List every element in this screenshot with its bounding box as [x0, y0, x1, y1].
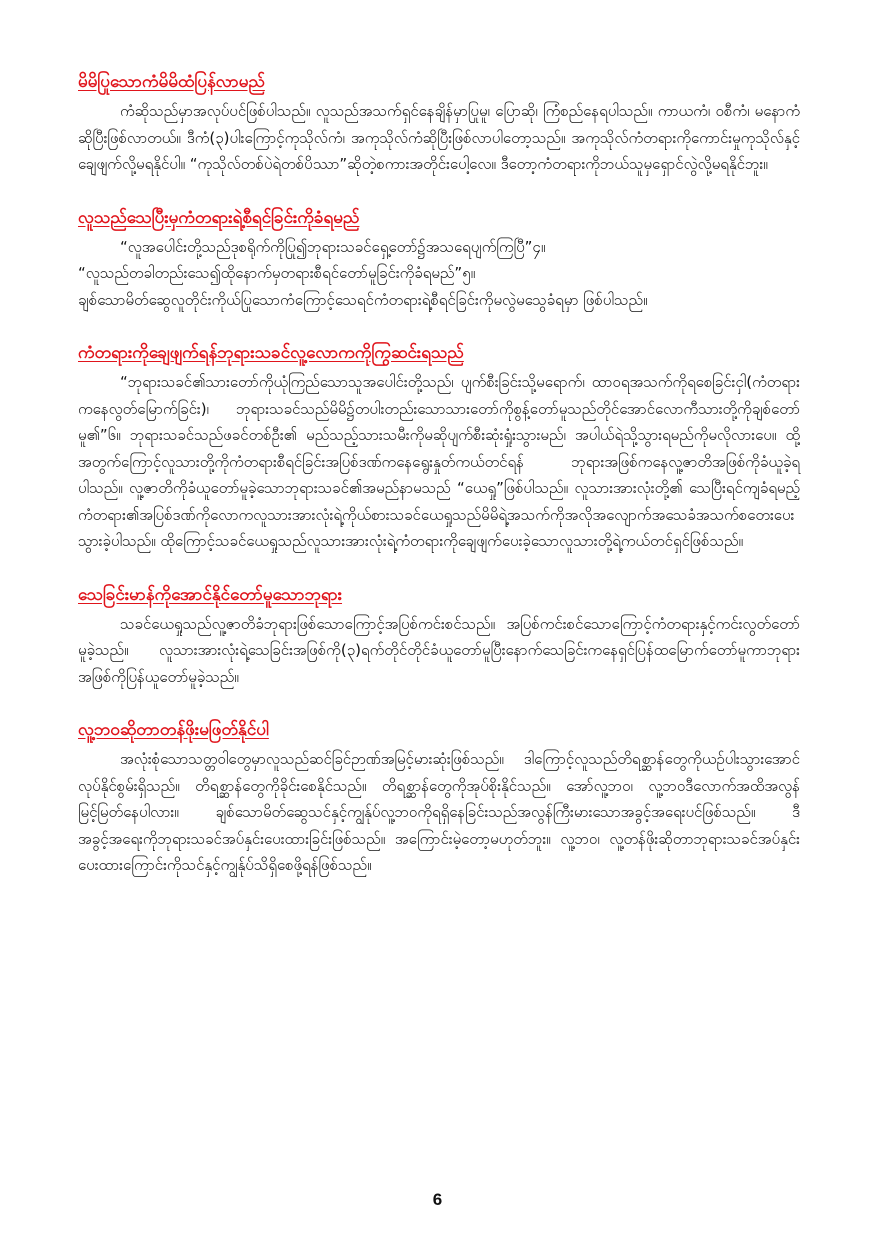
section-judgment-after-death	[78, 204, 800, 314]
paragraph: “ဘုရားသခင်၏သားတော်ကိုယုံကြည်သောသူအပေါင်းတို့သည်၊ ပျက်စီးခြင်းသို့မရောက်၊ ထာဝရအသက်ကိုရစေခြင်းငှါ(ကံတရားကနေလွတ်မြောက်ခြင်း)၊ ဘုရားသခင်သည်မိမိ၌တပါးတည်းသောသားတော်ကိုစွန့်တော်မူသည်တိုင်အောင်လောကီသားတို့ကိုချစ်တော်မူ၏”၆။ ဘုရားသခင်သည်ဖခင်တစ်ဦး၏ မည်သည့်သားသမီးကိုမဆိုပျက်စီးဆုံးရှုံးသွားမည်၊ အပါယ်ရဲသို့သွားရမည်ကိုမလိုလားပေ။ ထို့အတွက်ကြောင့်လူသားတို့ကိုကံတရားစီရင်ခြင်းအပြစ်ဒဏ်ကနေရွေးနှုတ်ကယ်တင်ရန် ဘုရားအဖြစ်ကနေလူ့ဇာတိအဖြစ်ကိုခံယူခဲ့ရပါသည်။ လူ့ဇာတိကိုခံယူတော်မူခဲ့သောဘုရားသခင်၏အမည်နာမသည် “ယေရှု”ဖြစ်ပါသည်။ လူသားအားလုံးတို့၏ သေပြီးရင်ကျခံရမည့်ကံတရား၏အပြစ်ဒဏ်ကိုလောကလူသားအားလုံးရဲ့ကိုယ်စားသခင်ယေရှုသည်မိမိရဲ့အသက်ကိုအလိုအလျောက်အသေခံအသက်စတေးပေးသွားခဲ့ပါသည်။ ထိုကြောင့်သခင်ယေရှုသည်လူသားအားလုံးရဲ့ကံတရားကိုချေဖျက်ပေးခဲ့သောလူသားတို့ရဲ့ကယ်တင်ရှင်ဖြစ်သည်။	[78, 373, 800, 550]
section-karma-returns	[78, 68, 800, 178]
section-heading: ကံတရားကိုချေဖျက်ရန်ဘုရားသခင်လူ့လောကကိုကြွဆင်းရသည်	[78, 343, 464, 363]
paragraph: ကံဆိုသည်မှာအလုပ်ပင်ဖြစ်ပါသည်။ လူသည်အသက်ရှင်နေချိန်မှာပြုမူ၊ ပြောဆို၊ ကြံစည်နေရပါသည်။ ကာယကံ၊ ဝစီကံ၊ မနောကံဆိုပြီးဖြစ်လာတယ်။ ဒီကံ(၃)ပါးကြောင့်ကုသိုလ်ကံ၊ အကုသိုလ်ကံဆိုပြီးဖြစ်လာပါတော့သည်။ အကုသိုလ်ကံတရားကိုကောင်းမှုကုသိုလ်နှင့်ချေဖျက်လို့မရနိုင်ပါ။ “ကုသိုလ်တစ်ပဲရဲတစ်ပိဿာ”ဆိုတဲ့စကားအတိုင်းပေါ့လေ။ ဒီတော့ကံတရားကိုဘယ်သူမှရှောင်လွဲလို့မရနိုင်ဘူး။	[78, 102, 800, 173]
section-heading: သေခြင်းမာန်ကိုအောင်နိုင်တော်မူသောဘုရား	[78, 584, 343, 605]
quote-paragraph: “လူအပေါင်းတို့သည်ဒုစရိုက်ကိုပြု၍ဘုရားသခင်ရှေ့တော်၌အသရေပျက်ကြပြီ”၄။	[120, 237, 546, 256]
paragraph: အလုံးစုံသောသတ္တဝါတွေမှာလူသည်ဆင်ခြင်ဉာဏ်အမြင့်မားဆုံးဖြစ်သည်။ ဒါကြောင့်လူသည်တိရစ္ဆာန်တွေကိုယဉ်ပါးသွားအောင်လုပ်နိုင်စွမ်းရှိသည်။ တိရစ္ဆာန်တွေကိုခိုင်းစေနိုင်သည်။ တိရစ္ဆာန်တွေကိုအုပ်စိုးနိုင်သည်။ အော်လူ့ဘဝ၊ လူ့ဘဝဒီလောက်အထိအလွန်မြင့်မြတ်နေပါလား။ ချစ်သောမိတ်ဆွေသင်နှင့်ကျွန်ုပ်လူ့ဘဝကိုရရှိနေခြင်းသည်အလွန်ကြီးမားသောအခွင့်အရေးပင်ဖြစ်သည်။ ဒီအခွင့်အရေးကိုဘုရားသခင်အပ်နှင်းပေးထားခြင်းဖြစ်သည်။ အကြောင်းမဲ့တော့မဟုတ်ဘူး။ လူ့ဘဝ၊ လူ့တန်ဖိုးဆိုတာဘုရားသခင်အပ်နှင်းပေးထားကြောင်းကိုသင်နှင့်ကျွန်ုပ်သိရှိစေဖို့ရန်ဖြစ်သည်။	[78, 750, 800, 874]
section-value-of-life	[78, 716, 800, 879]
page-number: 6	[432, 1190, 443, 1209]
paragraph: သခင်ယေရှုသည်လူ့ဇာတိခံဘုရားဖြစ်သောကြောင့်အပြစ်ကင်းစင်သည်။ အပြစ်ကင်းစင်သောကြောင့်ကံတရားနှင့်ကင်းလွတ်တော်မူခဲ့သည်။ လူသားအားလုံးရဲ့သေခြင်းအဖြစ်ကို(၃)ရက်တိုင်တိုင်ခံယူတော်မူပြီးနောက်သေခြင်းကနေရှင်ပြန်ထမြောက်တော်မူကာဘုရားအဖြစ်ကိုပြန်ယူတော်မူခဲ့သည်။	[78, 614, 800, 686]
document-page	[78, 68, 800, 905]
section-heading: လူ့ဘဝဆိုတာတန်ဖိုးမဖြတ်နိုင်ပါ	[78, 720, 269, 740]
section-heading: လူသည်သေပြီးမှကံတရားရဲ့စီရင်ခြင်းကိုခံရမည်	[78, 207, 360, 228]
section-victory-over-death	[78, 581, 800, 691]
paragraph: ချစ်သောမိတ်ဆွေလူတိုင်းကိုယ်ပြုသောကံကြောင့်သေရင်ကံတရားရဲ့စီရင်ခြင်းကိုမလွဲမသွေခံရမှာ ဖြစ်ပါသည်။	[78, 290, 648, 309]
section-heading: မိမိပြုသောကံမိမိထံပြန်လာမည်	[78, 72, 265, 92]
quote-paragraph: “လူသည်တခါတည်းသေ၍ထိုနောက်မှတရားစီရင်တော်မူခြင်းကိုခံရမည်”၅။	[78, 264, 476, 282]
section-god-came-down	[78, 339, 800, 555]
